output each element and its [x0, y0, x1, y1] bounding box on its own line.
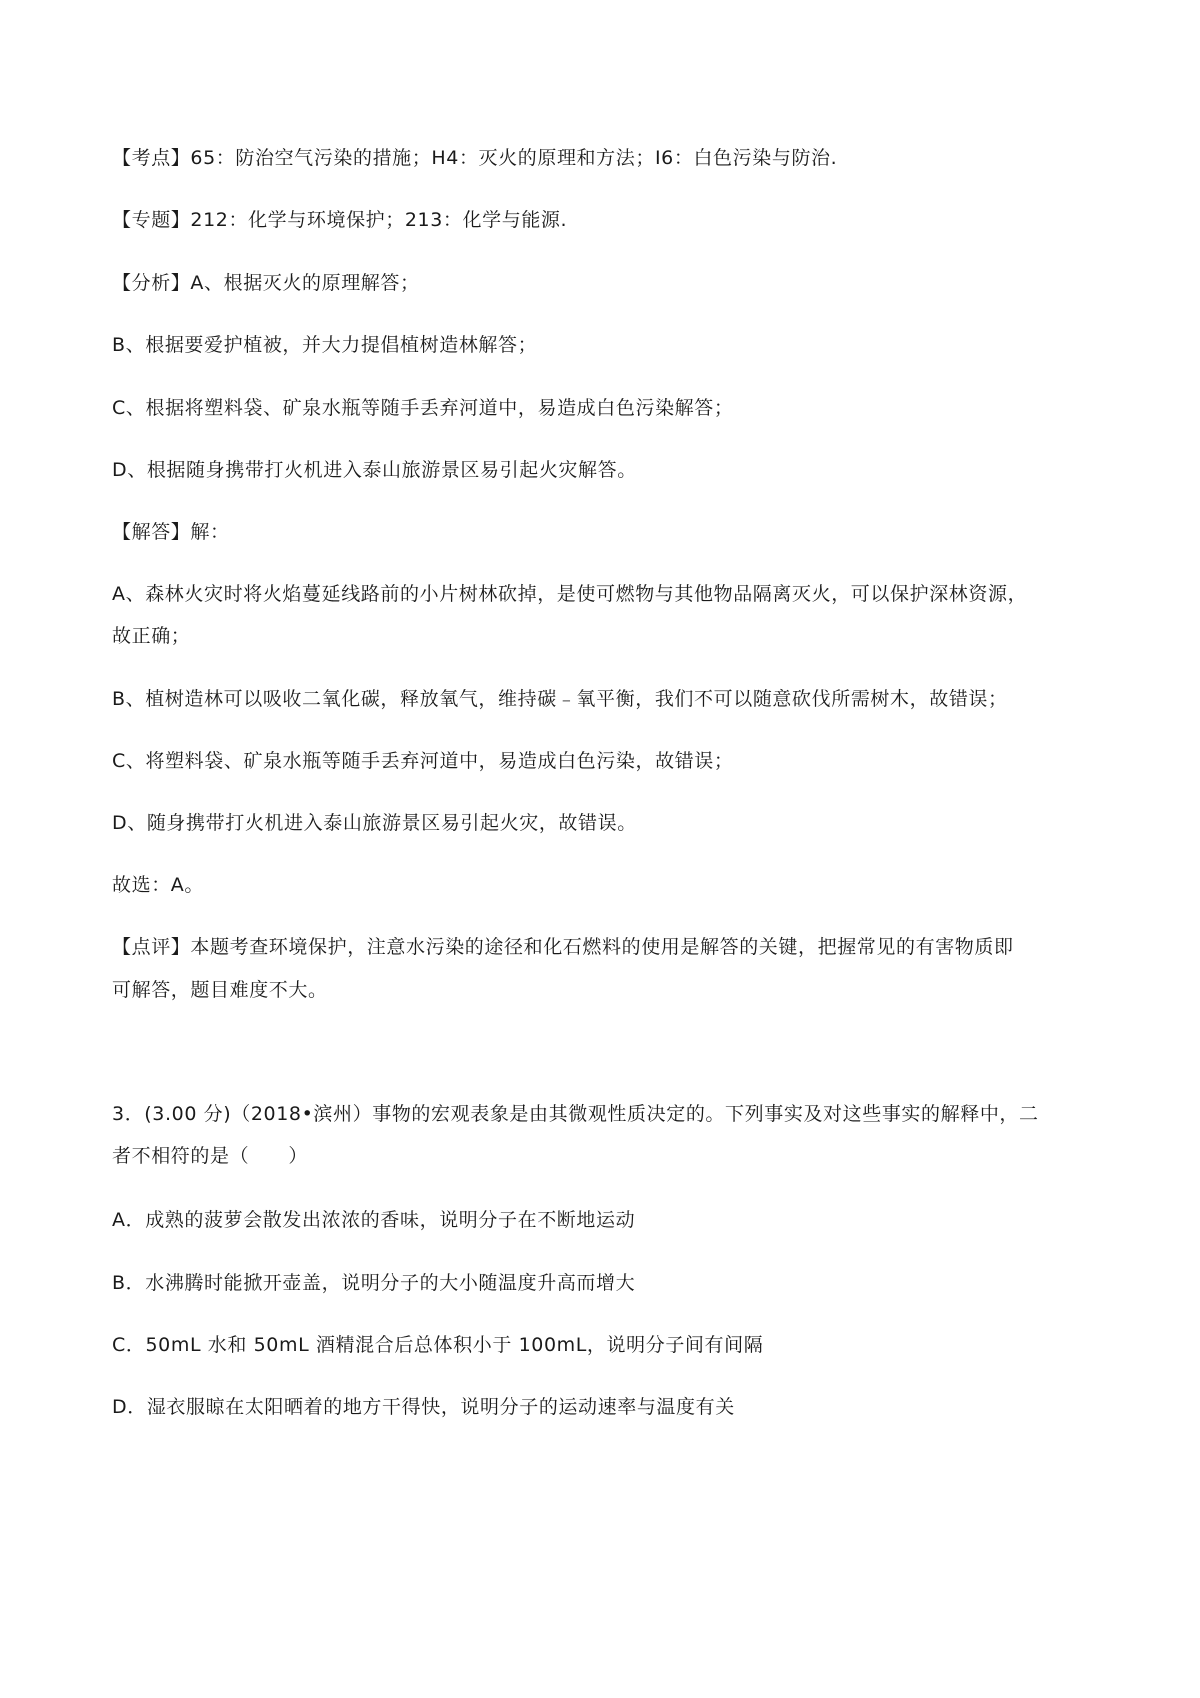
jieda-c-line: C、将塑料袋、矿泉水瓶等随手丢弃河道中，易造成白色污染，故错误；	[112, 750, 734, 772]
question3-option-b: B．水沸腾时能掀开壶盖，说明分子的大小随温度升高而增大	[112, 1272, 636, 1294]
fenxi-d-line: D、根据随身携带打火机进入泰山旅游景区易引起火灾解答。	[112, 459, 637, 481]
jieda-a-line1: A、森林火灾时将火焰蔓延线路前的小片树林砍掉，是使可燃物与其他物品隔离灭火，可以保护深林资源，	[112, 583, 1028, 605]
jieda-b-line: B、植树造林可以吸收二氧化碳，释放氧气，维持碳﹣氧平衡，我们不可以随意砍伐所需树木，故错误；	[112, 688, 1008, 710]
question3-option-a: A．成熟的菠萝会散发出浓浓的香味，说明分子在不断地运动	[112, 1209, 636, 1231]
jieda-label: 【解答】解：	[112, 521, 230, 543]
jieda-a-line2: 故正确；	[112, 625, 191, 647]
kaodian-line: 【考点】65：防治空气污染的措施；H4：灭火的原理和方法；I6：白色污染与防治.	[112, 147, 838, 169]
fenxi-line: 【分析】A、根据灭火的原理解答；	[112, 272, 420, 294]
answer-line: 故选：A。	[112, 874, 204, 896]
dianping-line1: 【点评】本题考查环境保护，注意水污染的途径和化石燃料的使用是解答的关键，把握常见的有害物质即	[112, 936, 1014, 958]
dianping-line2: 可解答，题目难度不大。	[112, 979, 328, 1001]
zhuanti-line: 【专题】212：化学与环境保护；213：化学与能源.	[112, 209, 568, 231]
question3-stem-line1: 3．(3.00 分)（2018•滨州）事物的宏观表象是由其微观性质决定的。下列事实及对这些事实的解释中，二	[112, 1103, 1039, 1125]
jieda-d-line: D、随身携带打火机进入泰山旅游景区易引起火灾，故错误。	[112, 812, 637, 834]
question3-option-d: D．湿衣服晾在太阳晒着的地方干得快，说明分子的运动速率与温度有关	[112, 1396, 735, 1418]
question3-stem-line2: 者不相符的是（ ）	[112, 1145, 309, 1167]
fenxi-b-line: B、根据要爱护植被，并大力提倡植树造林解答；	[112, 334, 538, 356]
fenxi-c-line: C、根据将塑料袋、矿泉水瓶等随手丢弃河道中，易造成白色污染解答；	[112, 397, 734, 419]
question3-option-c: C．50mL 水和 50mL 酒精混合后总体积小于 100mL，说明分子间有间隔	[112, 1334, 764, 1356]
